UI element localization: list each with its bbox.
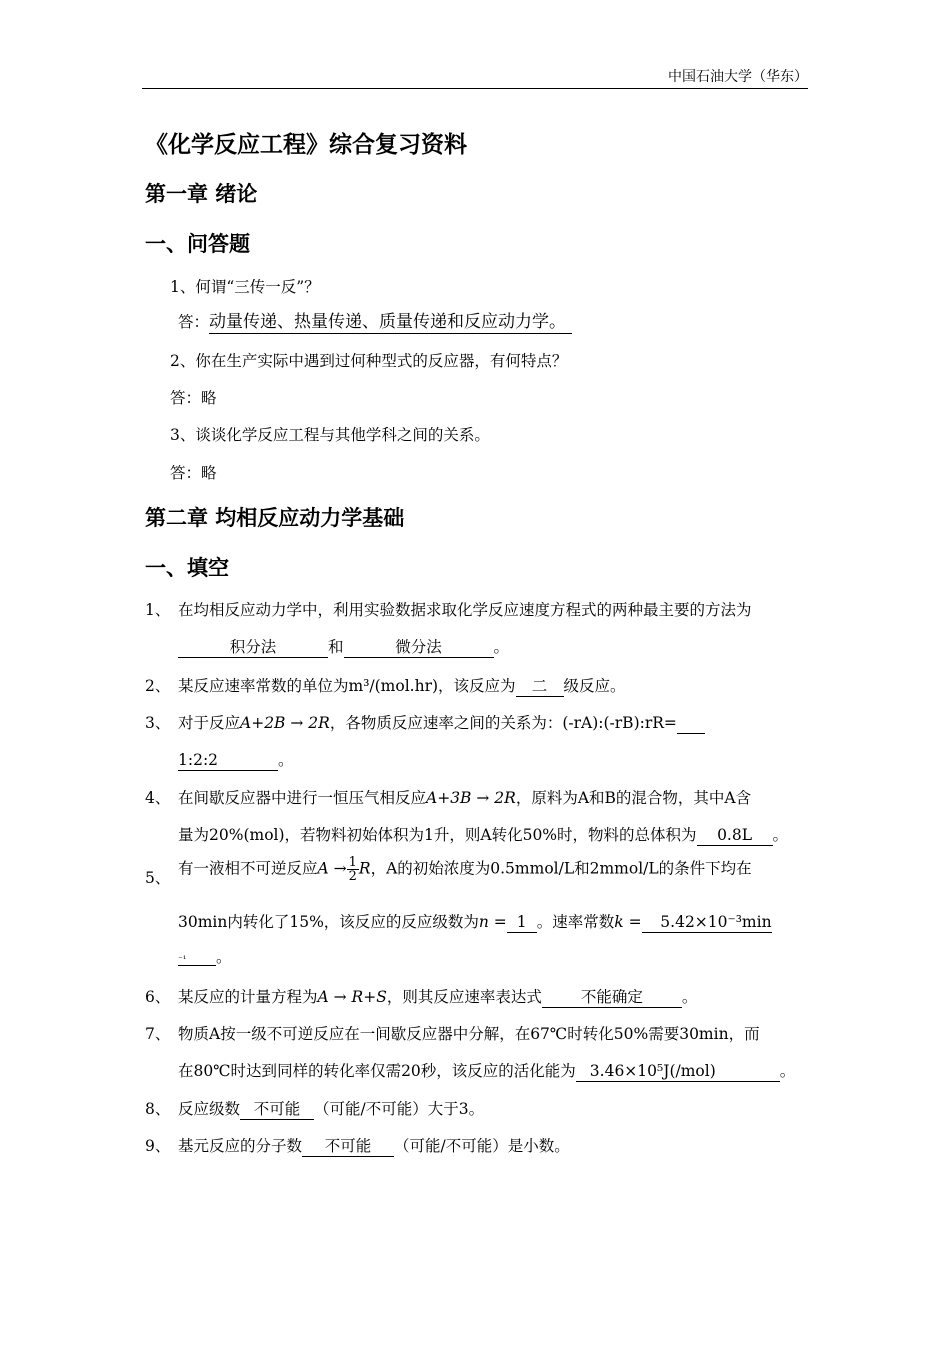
q4-text <box>178 786 751 808</box>
q7-line2 <box>178 1059 795 1082</box>
q7-line2-text: 在80℃时达到同样的转化率仅需20秒，该反应的活化能为 <box>178 1062 576 1080</box>
q5-answer-k: 5.42×10⁻³min <box>642 914 772 933</box>
q5-eq-a: A → <box>317 859 347 878</box>
q5-line2 <box>178 910 772 933</box>
ch1-answer-1 <box>178 310 572 334</box>
q4-equation: A+3B → 2R <box>426 789 516 807</box>
q5-n-label: n = <box>478 913 507 931</box>
header-divider <box>142 88 808 89</box>
q3-equation: A+2B → 2R <box>240 714 330 732</box>
q2-answer: 二 <box>516 678 564 697</box>
q6-equation: A → R+S <box>317 988 387 1006</box>
ch1-question-2: 2、你在生产实际中遇到过何种型式的反应器，有何特点？ <box>170 352 568 370</box>
q1-answer-line <box>178 635 509 658</box>
q5-answer-k-cont: ⁻¹ <box>178 955 216 966</box>
ch1-answer-1-text: 动量传递、热量传递、质量传递和反应动力学。 <box>209 313 572 334</box>
q3-text <box>178 711 705 734</box>
q4-pre: 在间歇反应器中进行一恒压气相反应 <box>178 789 427 807</box>
q3-number: 3、 <box>145 714 171 732</box>
q5-pre: 有一液相不可逆反应 <box>178 859 318 878</box>
q2-pre: 某反应速率常数的单位为m³/(mol.hr)，该反应为 <box>178 677 516 695</box>
answer-prefix: 答： <box>178 313 210 331</box>
q8-answer: 不可能 <box>240 1101 314 1120</box>
q4-post: ，原料为A和B的混合物，其中A含 <box>515 789 752 807</box>
q9-pre: 基元反应的分子数 <box>178 1137 303 1155</box>
q1-answer-1: 积分法 <box>178 639 328 658</box>
q4-line2-text: 量为20%(mol)，若物料初始体积为1升，则A转化50%时，物料的总体积为 <box>178 826 697 844</box>
q8-number: 8、 <box>145 1100 171 1118</box>
q5-end: 。 <box>216 948 232 966</box>
q5-text <box>178 856 752 883</box>
q9-post: （可能/不可能）是小数。 <box>394 1137 570 1155</box>
q5-frac-top: 1 <box>348 855 357 870</box>
q1-end: 。 <box>493 638 510 656</box>
q7-number: 7、 <box>145 1025 171 1043</box>
q1-number: 1、 <box>145 601 171 619</box>
q8-pre: 反应级数 <box>178 1100 241 1118</box>
q3-mid: ，各物质反应速率之间的关系为：(-rA):(-rB):rR= <box>329 714 677 732</box>
q2-number: 2、 <box>145 677 171 695</box>
chapter1-section: 一、问答题 <box>145 232 250 256</box>
q1-text: 在均相反应动力学中，利用实验数据求取化学反应速度方程式的两种最主要的方法为 <box>178 601 752 619</box>
q4-end: 。 <box>772 826 789 844</box>
ch1-question-3: 3、谈谈化学反应工程与其他学科之间的关系。 <box>170 426 490 444</box>
q5-answer-n: 1 <box>507 914 537 933</box>
q7-end: 。 <box>779 1062 796 1080</box>
q5-k-label: k = <box>614 913 642 931</box>
q6-text <box>178 985 697 1008</box>
chapter2-title: 第二章 均相反应动力学基础 <box>145 506 405 530</box>
q3-end: 。 <box>278 751 294 769</box>
q5-mid: 。速率常数 <box>536 913 615 931</box>
q5-fraction <box>347 856 359 883</box>
q6-pre: 某反应的计量方程为 <box>178 988 318 1006</box>
q8-text <box>178 1097 484 1120</box>
ch1-answer-3: 答：略 <box>170 464 217 482</box>
q9-number: 9、 <box>145 1137 171 1155</box>
q5-line3 <box>178 945 232 967</box>
chapter1-title: 第一章 绪论 <box>145 182 258 206</box>
q4-line2 <box>178 823 788 846</box>
q2-post: 级反应。 <box>563 677 626 695</box>
chapter2-section: 一、填空 <box>145 556 229 580</box>
q4-number: 4、 <box>145 789 171 807</box>
q6-answer: 不能确定 <box>542 989 682 1008</box>
ch1-question-1: 1、何谓“三传一反”？ <box>170 278 320 296</box>
q3-answer-line <box>178 748 294 771</box>
q7-answer: 3.46×10⁵J(/mol) <box>576 1063 780 1082</box>
q8-post: （可能/不可能）大于3。 <box>314 1100 485 1118</box>
q7-line1: 物质A按一级不可逆反应在一间歇反应器中分解，在67℃时转化50%需要30min，而 <box>178 1025 760 1043</box>
q3-blank-start <box>677 715 705 734</box>
q5-line2-text: 30min内转化了15%，该反应的反应级数为 <box>178 913 479 931</box>
header-school: 中国石油大学（华东） <box>668 69 808 85</box>
q6-end: 。 <box>681 988 698 1006</box>
q1-and: 和 <box>328 638 344 656</box>
q5-frac-bottom: 2 <box>348 869 357 884</box>
q5-post: ，A的初始浓度为0.5mmol/L和2mmol/L的条件下均在 <box>370 859 752 878</box>
document-title: 《化学反应工程》综合复习资料 <box>145 132 467 158</box>
ch1-answer-2: 答：略 <box>170 389 217 407</box>
q6-mid: ，则其反应速率表达式 <box>386 988 542 1006</box>
q1-answer-2: 微分法 <box>344 639 494 658</box>
q4-answer: 0.8L <box>697 827 773 846</box>
q5-eq-r: R <box>358 859 371 878</box>
q5-number: 5、 <box>145 869 171 887</box>
q6-number: 6、 <box>145 988 171 1006</box>
q9-answer: 不可能 <box>302 1138 394 1157</box>
q2-text <box>178 674 626 697</box>
q3-answer: 1:2:2 <box>178 752 278 771</box>
q9-text <box>178 1134 570 1157</box>
q3-pre: 对于反应 <box>178 714 241 732</box>
